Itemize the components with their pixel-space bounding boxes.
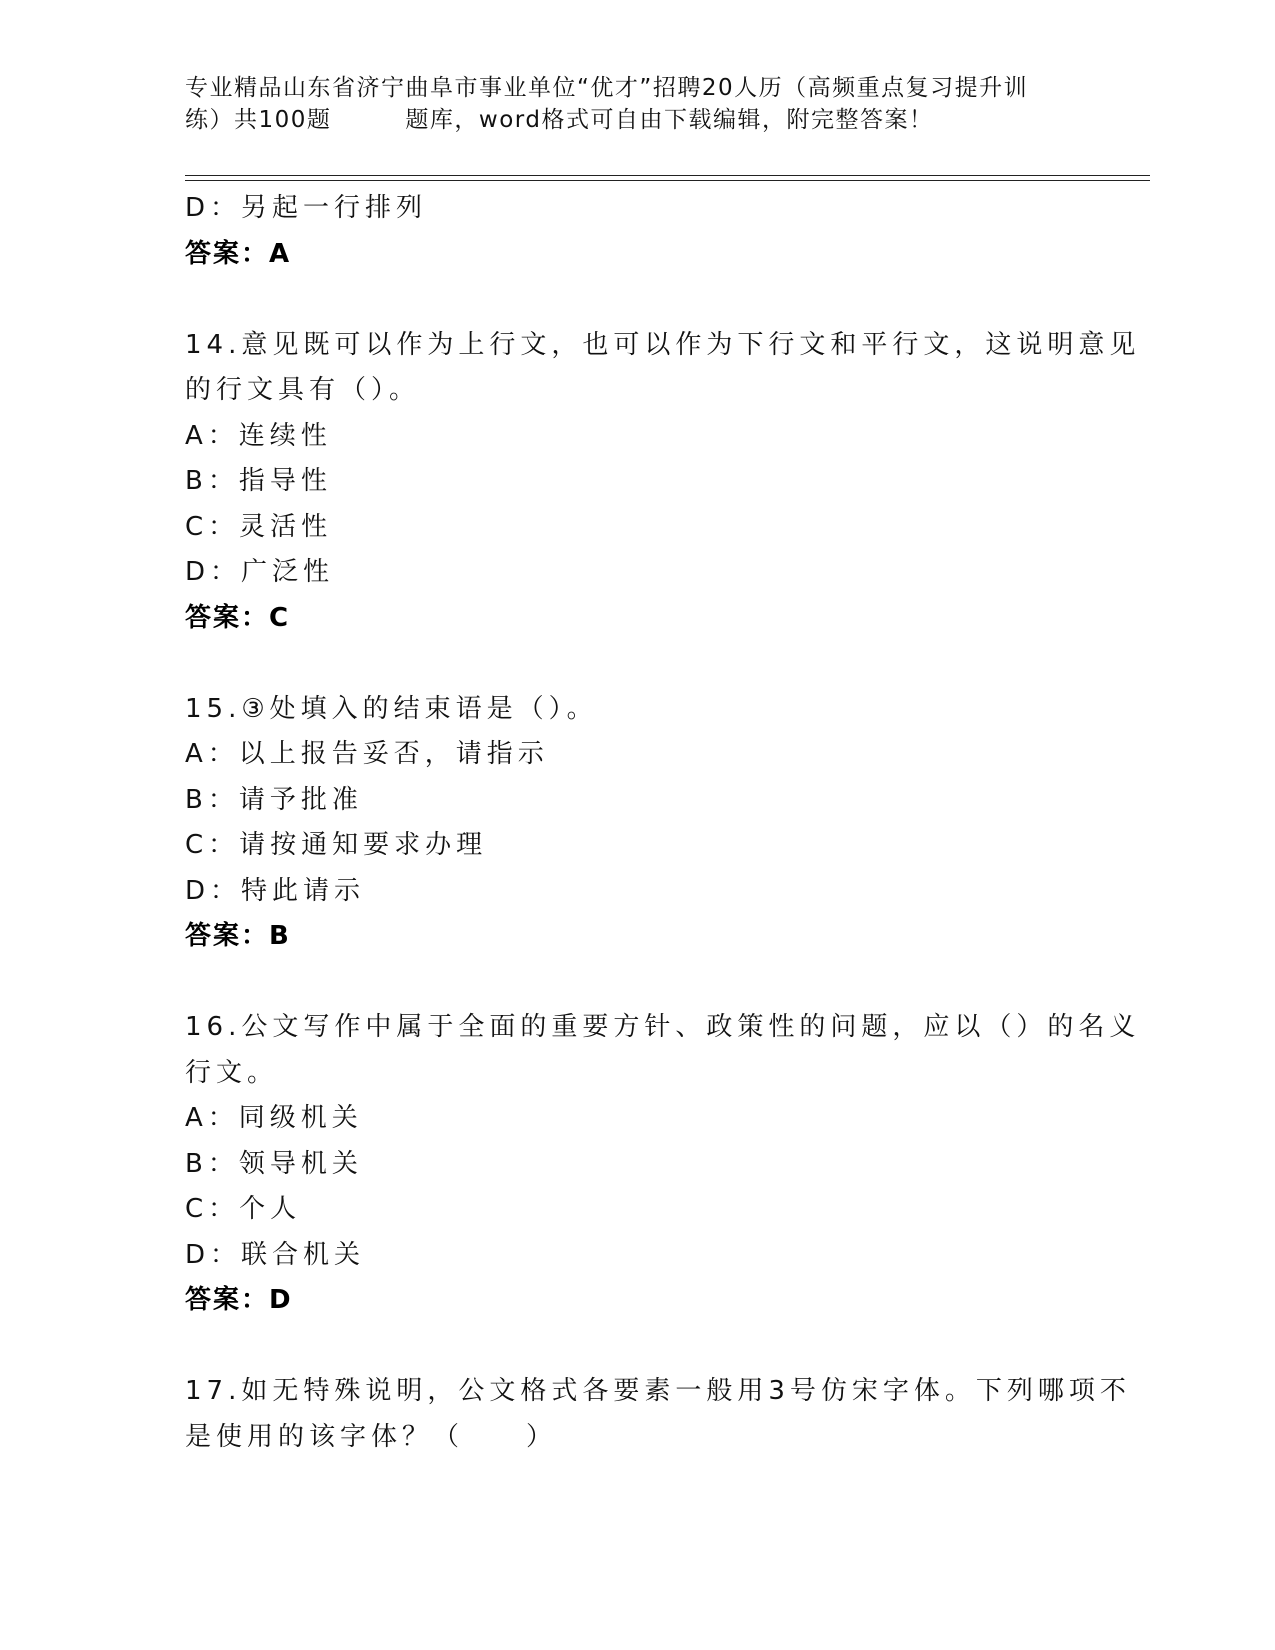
answer: 答案：D — [185, 1285, 293, 1315]
page-header — [185, 72, 1065, 136]
header-title-line-1: 专业精品山东省济宁曲阜市事业单位“优才”招聘20人历（高频重点复习提升训 — [185, 75, 1029, 101]
option-b: B：领导机关 — [185, 1148, 363, 1179]
question-list — [185, 186, 1141, 1460]
header-title-line-2 — [185, 104, 1065, 136]
option-a: A：同级机关 — [185, 1103, 363, 1133]
header-title-part-1: 练）共100题 — [185, 107, 332, 133]
option-c: C：个人 — [185, 1194, 302, 1224]
question-stem-line-1: 16.公文写作中属于全面的重要方针、政策性的问题，应以（）的名义 — [185, 1012, 1141, 1042]
answer: 答案：C — [185, 602, 291, 633]
question-15 — [185, 687, 1065, 960]
question-stem-line-1: 15.③处填入的结束语是（）。 — [185, 693, 598, 724]
option-b: B：指导性 — [185, 466, 332, 496]
option-a: A：以上报告妥否，请指示 — [185, 739, 549, 769]
question-16 — [185, 1005, 1141, 1324]
option-c: C：请按通知要求办理 — [185, 830, 488, 860]
option-d: D：广泛性 — [185, 557, 335, 587]
header-title-part-2: 题库，word格式可自由下载编辑，附完整答案！ — [405, 107, 934, 133]
question-14 — [185, 323, 1141, 642]
question-stem-line-2: 的行文具有（）。 — [185, 375, 421, 405]
option-d: D：另起一行排列 — [185, 193, 428, 223]
option-a: A：连续性 — [185, 420, 332, 451]
question-stem-line-1: 14.意见既可以作为上行文，也可以作为下行文和平行文，这说明意见 — [185, 329, 1141, 360]
header-rule-bottom — [185, 180, 1150, 181]
option-d: D：联合机关 — [185, 1239, 366, 1270]
option-d: D：特此请示 — [185, 875, 366, 906]
option-c: C：灵活性 — [185, 511, 333, 542]
question-stem-line-1: 17.如无特殊说明，公文格式各要素一般用3号仿宋字体。下列哪项不 — [185, 1376, 1131, 1406]
question-stem-line-2: 行文。 — [185, 1057, 279, 1088]
answer: 答案：B — [185, 921, 291, 951]
header-rule-top — [185, 175, 1150, 176]
question-13-tail — [185, 186, 1065, 277]
question-17 — [185, 1369, 1131, 1460]
answer: 答案：A — [185, 238, 292, 269]
question-stem-line-2: 是使用的该字体？（ ） — [185, 1421, 558, 1452]
option-b: B：请予批准 — [185, 784, 363, 815]
